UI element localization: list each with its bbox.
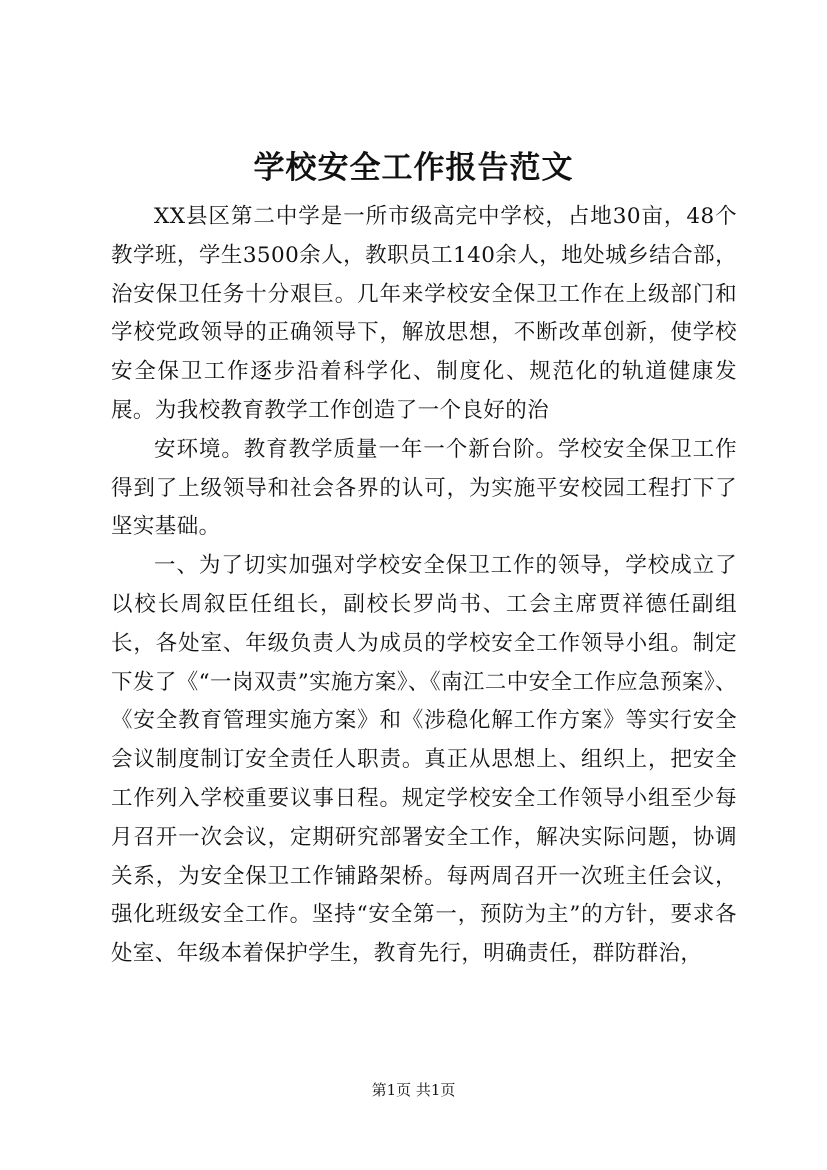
page-footer xyxy=(0,1080,827,1100)
document-title: 学校安全工作报告范文 xyxy=(253,150,574,186)
paragraph-environment: 安环境。教育教学质量一年一个新台阶。学校安全保卫工作得到了上级领导和社会各界的认可，为实施平安校园工程打下了坚实基础。 xyxy=(111,436,737,540)
paragraph-intro: XX县区第二中学是一所市级高完中学校，占地30亩，48个教学班，学生3500余人，教职员工140余人，地处城乡结合部，治安保卫任务十分艰巨。几年来学校安全保卫工作在上级部门和学校党政领导的正确领导下，解放思想，不断改革创新，使学校安全保卫工作逐步沿着科学化、制度化、规范化的轨道健康发展。为我校教育教学工作创造了一个良好的治 xyxy=(111,204,737,423)
paragraph-section-one: 一、为了切实加强对学校安全保卫工作的领导，学校成立了以校长周叙臣任组长，副校长罗尚书、工会主席贾祥德任副组长，各处室、年级负责人为成员的学校安全工作领导小组。制定下发了《“一岗双责”实施方案》、《南江二中安全工作应急预案》、《安全教育管理实施方案》和《涉稳化解工作方案》等实行安全会议制度制订安全责任人职责。真正从思想上、组织上，把安全工作列入学校重要议事日程。规定学校安全工作领导小组至少每月召开一次会议，定期研究部署安全工作，解决实际问题，协调关系，为安全保卫工作铺路架桥。每两周召开一次班主任会议，强化班级安全工作。坚持“安全第一，预防为主”的方针，要求各处室、年级本着保护学生，教育先行，明确责任，群防群治， xyxy=(111,553,737,967)
document-body xyxy=(111,198,737,974)
page-number-label: 第1页 共1页 xyxy=(371,1081,456,1099)
